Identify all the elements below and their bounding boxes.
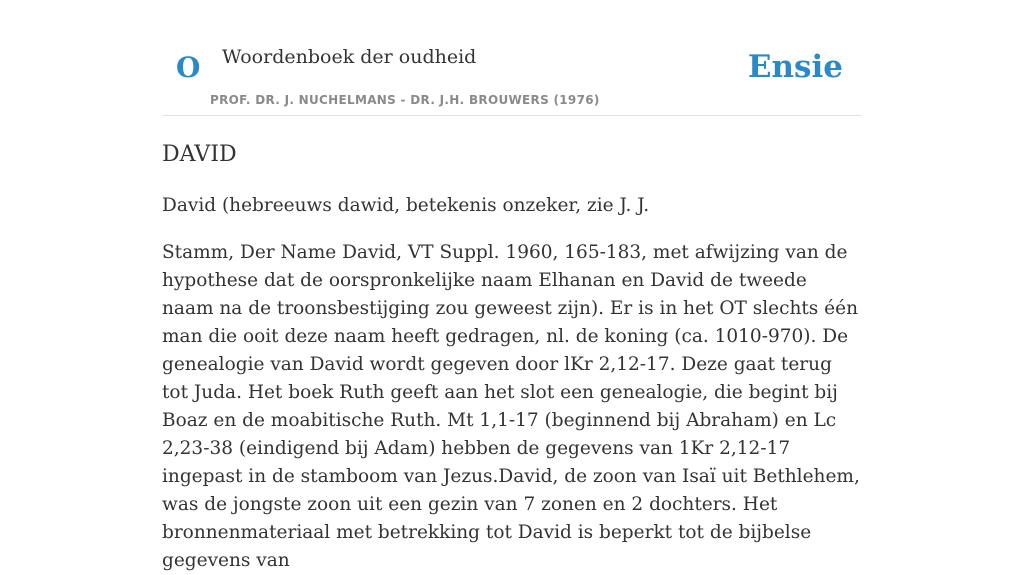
entry-paragraph: Stamm, Der Name David, VT Suppl. 1960, 165-183, met afwijzing van de hypothese dat de oorspronkelijke naam Elhanan en David de tweede naam na de troonsbestijging zou geweest zijn). Er is in het OT slechts één man die ooit deze naam heeft gedragen, nl. de koning (ca. 1010-970). De genealogie van David wordt gegeven door lKr 2,12-17. Deze gaat terug tot Juda. Het boek Ruth geeft aan het slot een genealogie, die begint bij Boaz en de moabitische Ruth. Mt 1,1-17 (beginnend bij Abraham) en Lc 2,23-38 (eindigend bij Adam) hebben de gegevens van 1Kr 2,12-17 ingepast in de stamboom van Jezus.David, de zoon van Isaï uit Bethlehem, was de jongste zoon uit een gezin van 7 zonen en 2 dochters. Het bronnenmateriaal met betrekking tot David is beperkt tot de bijbelse gegevens van xyxy=(162,242,860,571)
header xyxy=(162,0,862,116)
book-authors: PROF. DR. J. NUCHELMANS - DR. J.H. BROUWERS (1976) xyxy=(210,93,600,107)
entry-paragraph: David (hebreeuws dawid, betekenis onzeker, zie J. J. xyxy=(162,195,650,216)
book-title[interactable]: Woordenboek der oudheid xyxy=(222,46,477,68)
entry-title: DAVID xyxy=(162,142,237,167)
letter-index[interactable]: O xyxy=(176,51,201,84)
brand-logo[interactable]: Ensie xyxy=(747,49,843,85)
page-container xyxy=(162,0,862,571)
